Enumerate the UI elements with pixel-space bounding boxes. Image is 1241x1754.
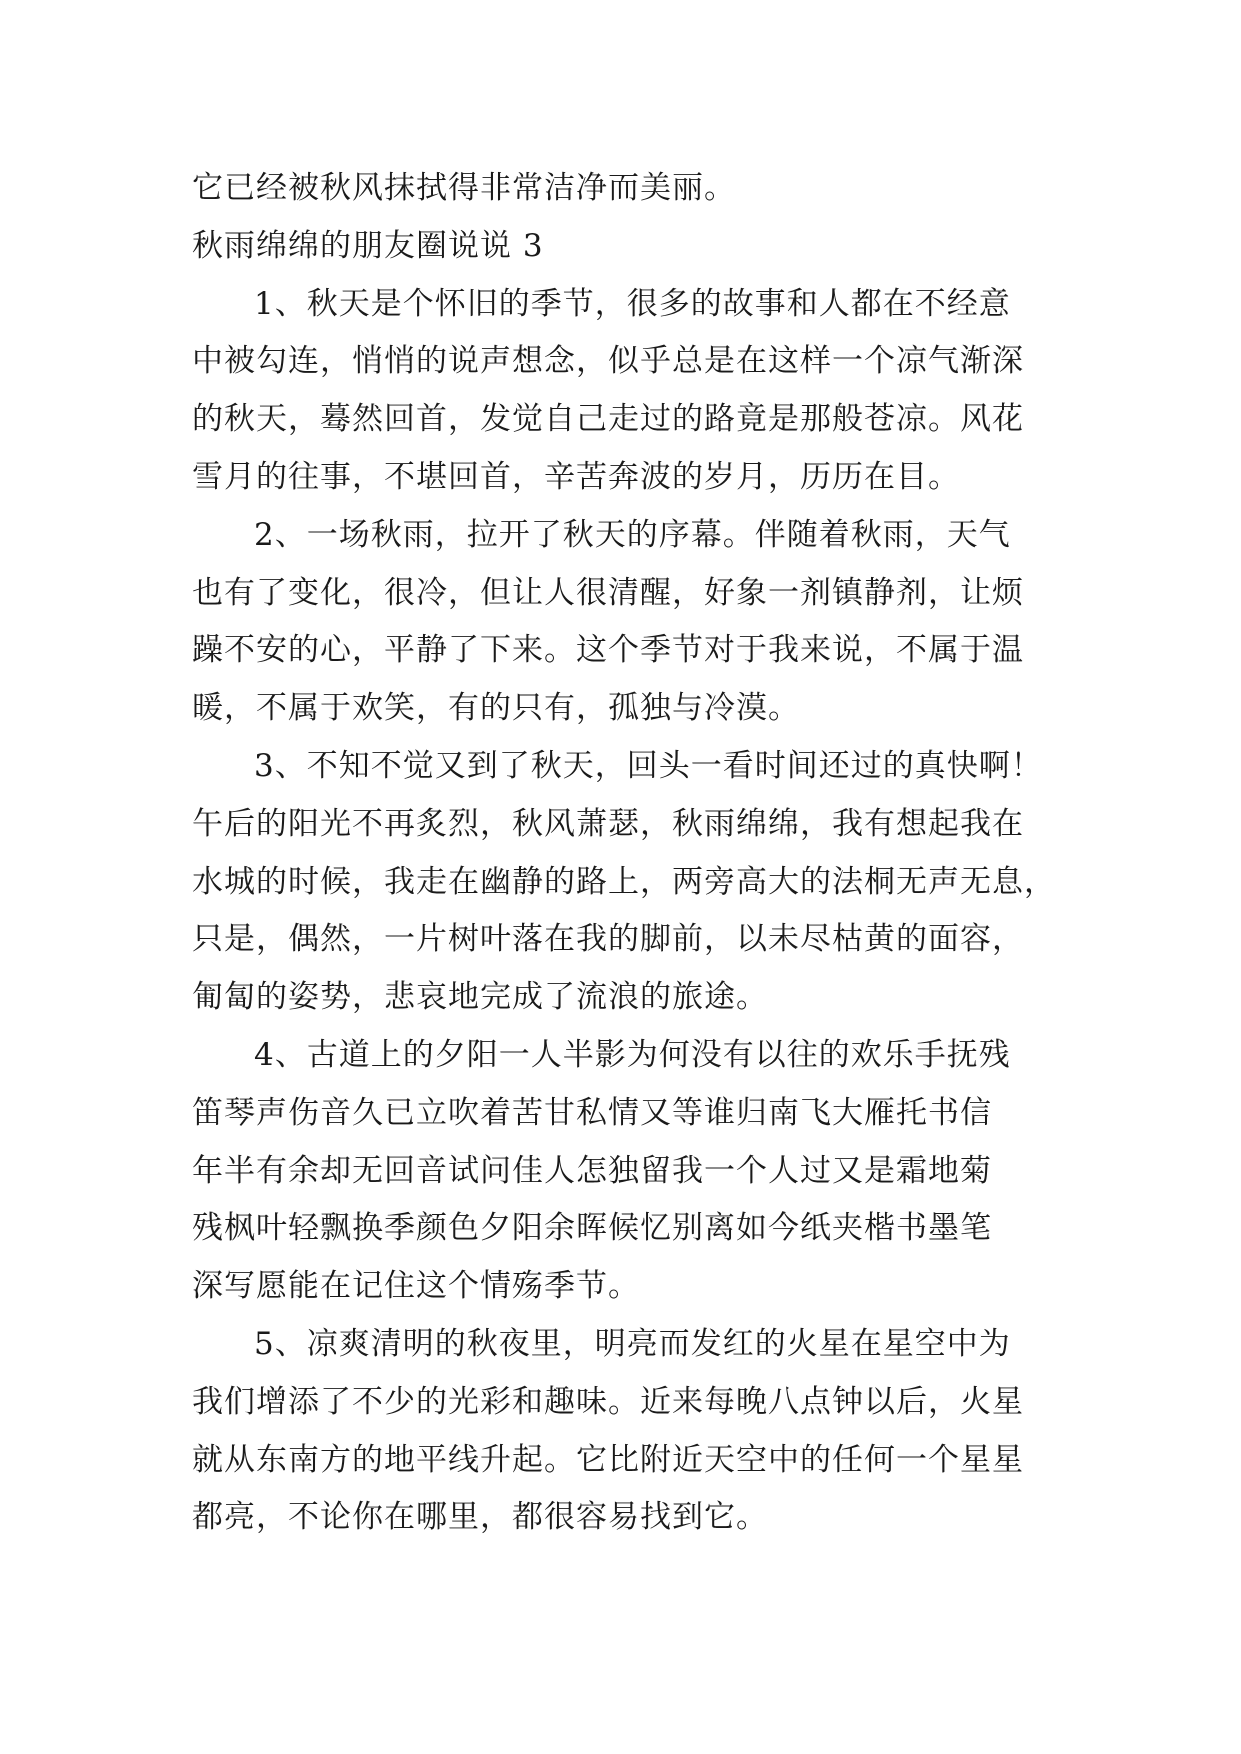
paragraph-5-line: 都亮，不论你在哪里，都很容易找到它。	[192, 1499, 768, 1536]
paragraph-4-line: 年半有余却无回音试问佳人怎独留我一个人过又是霜地菊	[192, 1152, 992, 1189]
paragraph-4-line: 4、古道上的夕阳一人半影为何没有以往的欢乐手抚残	[254, 1036, 1011, 1073]
paragraph-1-line: 中被勾连，悄悄的说声想念，似乎总是在这样一个凉气渐深	[192, 343, 1024, 380]
document-body	[192, 160, 1056, 1547]
paragraph-4-line: 深写愿能在记住这个情殇季节。	[192, 1268, 640, 1305]
paragraph-3-line: 午后的阳光不再炙烈，秋风萧瑟，秋雨绵绵，我有想起我在	[192, 805, 1024, 842]
paragraph-1-line: 雪月的往事，不堪回首，辛苦奔波的岁月，历历在目。	[192, 458, 960, 495]
paragraph-5-line: 5、凉爽清明的秋夜里，明亮而发红的火星在星空中为	[254, 1325, 1011, 1362]
paragraph-4-line: 残枫叶轻飘换季颜色夕阳余晖候忆别离如今纸夹楷书墨笔	[192, 1210, 992, 1247]
paragraph-5-line: 我们增添了不少的光彩和趣味。近来每晚八点钟以后，火星	[192, 1383, 1024, 1420]
text-line: 它已经被秋风抹拭得非常洁净而美丽。	[192, 170, 736, 206]
section-heading: 秋雨绵绵的朋友圈说说 3	[192, 227, 544, 264]
paragraph-3-line: 匍匐的姿势，悲哀地完成了流浪的旅途。	[192, 979, 768, 1016]
paragraph-4-line: 笛琴声伤音久已立吹着苦甘私情又等谁归南飞大雁托书信	[192, 1094, 992, 1131]
paragraph-3-line: 水城的时候，我走在幽静的路上，两旁高大的法桐无声无息，	[192, 863, 1056, 900]
paragraph-3-line: 只是，偶然，一片树叶落在我的脚前，以未尽枯黄的面容，	[192, 921, 1024, 958]
paragraph-1-line: 的秋天，蓦然回首，发觉自己走过的路竟是那般苍凉。风花	[192, 401, 1024, 438]
paragraph-5-line: 就从东南方的地平线升起。它比附近天空中的任何一个星星	[192, 1441, 1024, 1478]
paragraph-2-line: 躁不安的心，平静了下来。这个季节对于我来说，不属于温	[192, 632, 1024, 669]
paragraph-2-line: 也有了变化，很冷，但让人很清醒，好象一剂镇静剂，让烦	[192, 574, 1024, 611]
paragraph-1-line: 1、秋天是个怀旧的季节，很多的故事和人都在不经意	[254, 285, 1011, 322]
paragraph-2-line: 2、一场秋雨，拉开了秋天的序幕。伴随着秋雨，天气	[254, 516, 1011, 553]
paragraph-2-line: 暖，不属于欢笑，有的只有，孤独与冷漠。	[192, 690, 800, 727]
paragraph-3-line: 3、不知不觉又到了秋天，回头一看时间还过的真快啊！	[254, 747, 1043, 784]
